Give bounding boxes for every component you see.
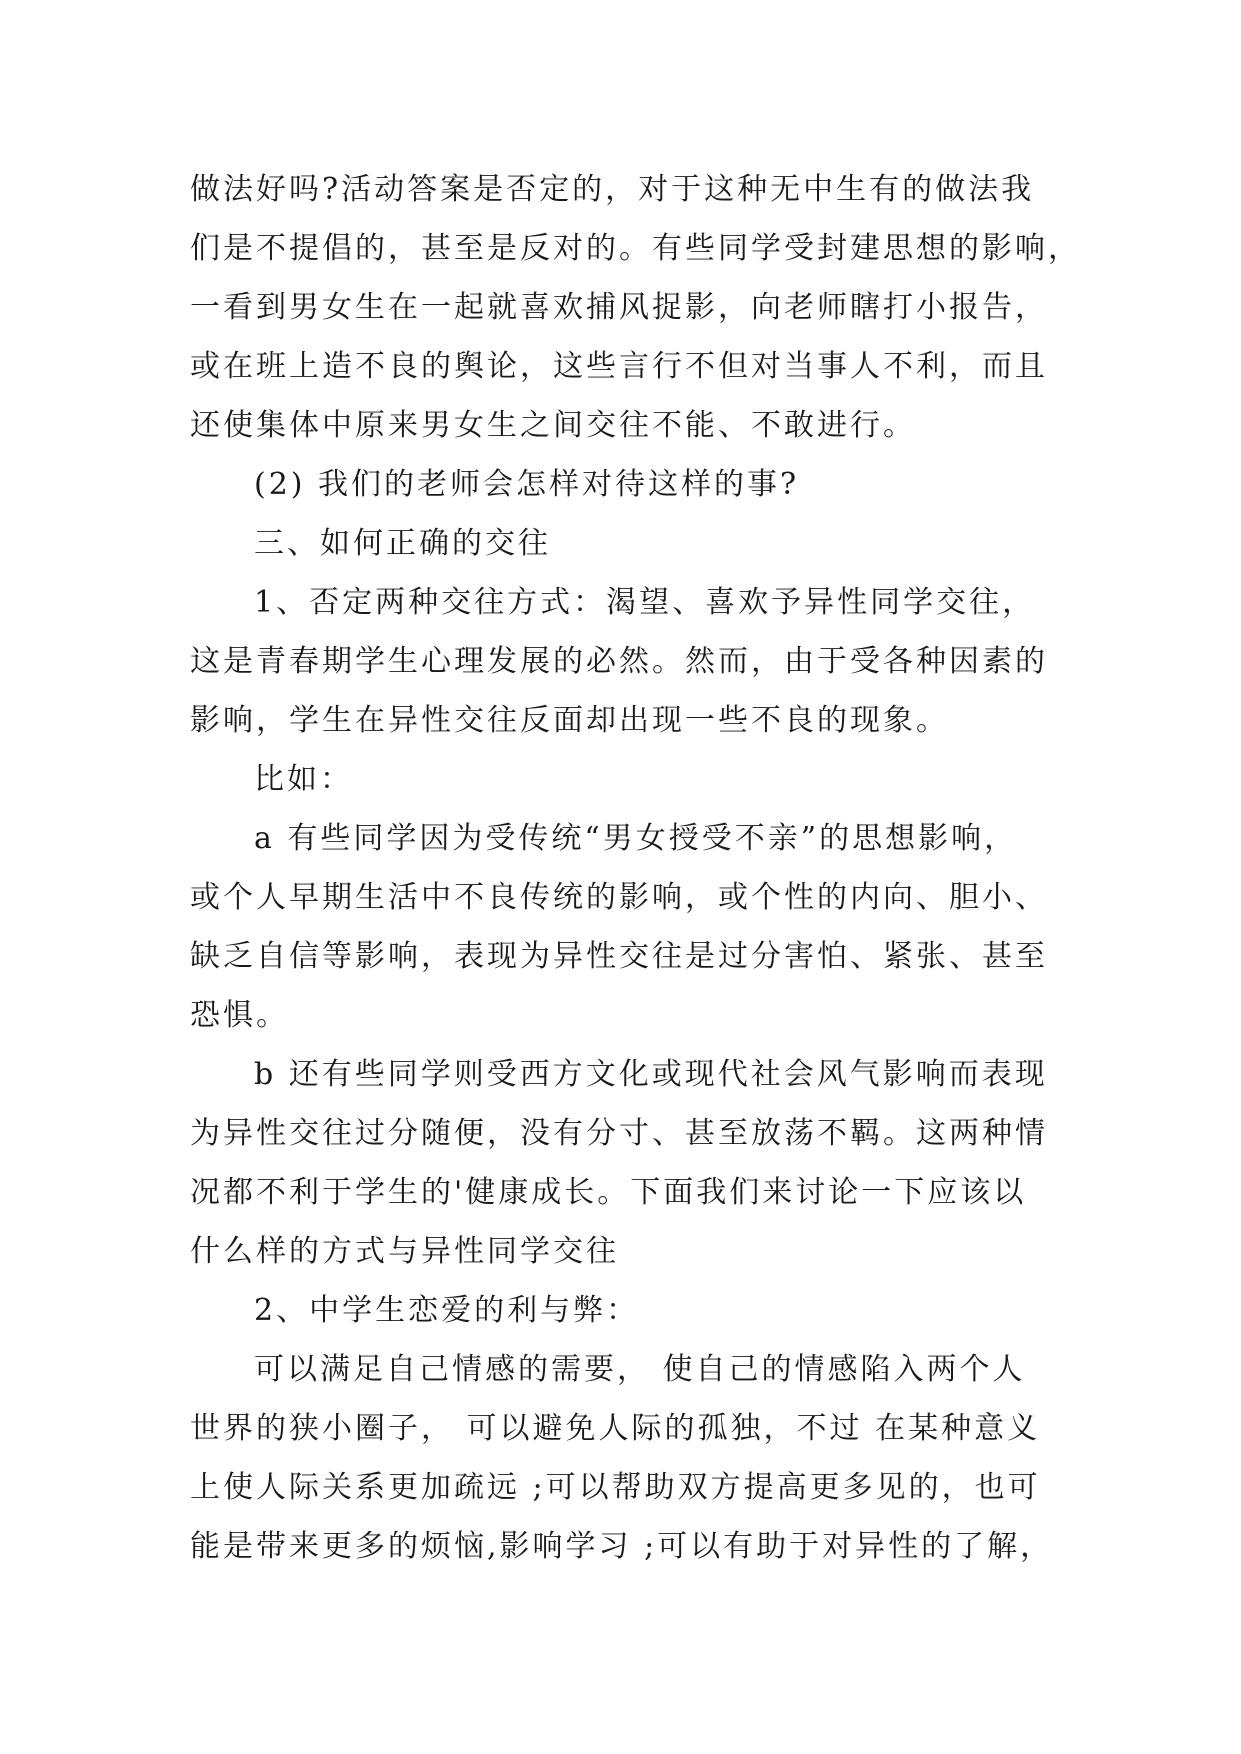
paragraph (190, 514, 1070, 573)
text-line: 能是带来更多的烦恼,影响学习 ;可以有助于对异性的了解， (190, 1529, 1054, 1564)
text-line: 1、否定两种交往方式：渴望、喜欢予异性同学交往， (254, 585, 1036, 620)
text-line: 影响，学生在异性交往反面却出现一些不良的现象。 (190, 703, 949, 738)
text-line: 况都不利于学生的'健康成长。下面我们来讨论一下应该以 (190, 1175, 1027, 1210)
text-line: 为异性交往过分随便，没有分寸、甚至放荡不羁。这两种情 (190, 1116, 1048, 1151)
paragraph (190, 750, 1070, 809)
text-line: 做法好吗?活动答案是否定的，对于这种无中生有的做法我 (190, 172, 1035, 207)
text-line: 三、如何正确的交往 (254, 526, 551, 561)
text-line: (2) 我们的老师会怎样对待这样的事? (254, 467, 800, 502)
paragraph (190, 1281, 1070, 1340)
paragraph (190, 455, 1070, 514)
text-line: 这是青春期学生心理发展的必然。然而，由于受各种因素的 (190, 644, 1048, 679)
text-line: 2、中学生恋爱的利与弊： (254, 1293, 640, 1328)
text-line: 世界的狭小圈子， 可以避免人际的孤独，不过 在某种意义 (190, 1411, 1041, 1446)
paragraph (190, 1045, 1070, 1281)
document-body (190, 160, 1081, 1576)
text-line: 还使集体中原来男女生之间交往不能、不敢进行。 (190, 408, 916, 443)
text-line: b 还有些同学则受西方文化或现代社会风气影响而表现 (254, 1057, 1048, 1092)
text-line: 什么样的方式与异性同学交往 (190, 1234, 619, 1269)
text-line: 一看到男女生在一起就喜欢捕风捉影，向老师瞎打小报告， (190, 290, 1048, 325)
paragraph (190, 160, 1081, 455)
text-line: 们是不提倡的，甚至是反对的。有些同学受封建思想的影响， (190, 231, 1081, 266)
text-line: 或个人早期生活中不良传统的影响，或个性的内向、胆小、 (190, 880, 1048, 915)
paragraph (190, 573, 1070, 750)
text-line: a 有些同学因为受传统“男女授受不亲”的思想影响， (254, 821, 1018, 856)
text-line: 缺乏自信等影响，表现为异性交往是过分害怕、紧张、甚至 (190, 939, 1048, 974)
paragraph (190, 809, 1070, 1045)
paragraph (190, 1340, 1070, 1576)
text-line: 或在班上造不良的舆论，这些言行不但对当事人不利，而且 (190, 349, 1048, 384)
text-line: 恐惧。 (190, 998, 289, 1033)
text-line: 可以满足自己情感的需要， 使自己的情感陷入两个人 (254, 1352, 1026, 1387)
text-line: 上使人际关系更加疏远 ;可以帮助双方提高更多见的，也可 (190, 1470, 1041, 1505)
text-line: 比如： (254, 762, 353, 797)
